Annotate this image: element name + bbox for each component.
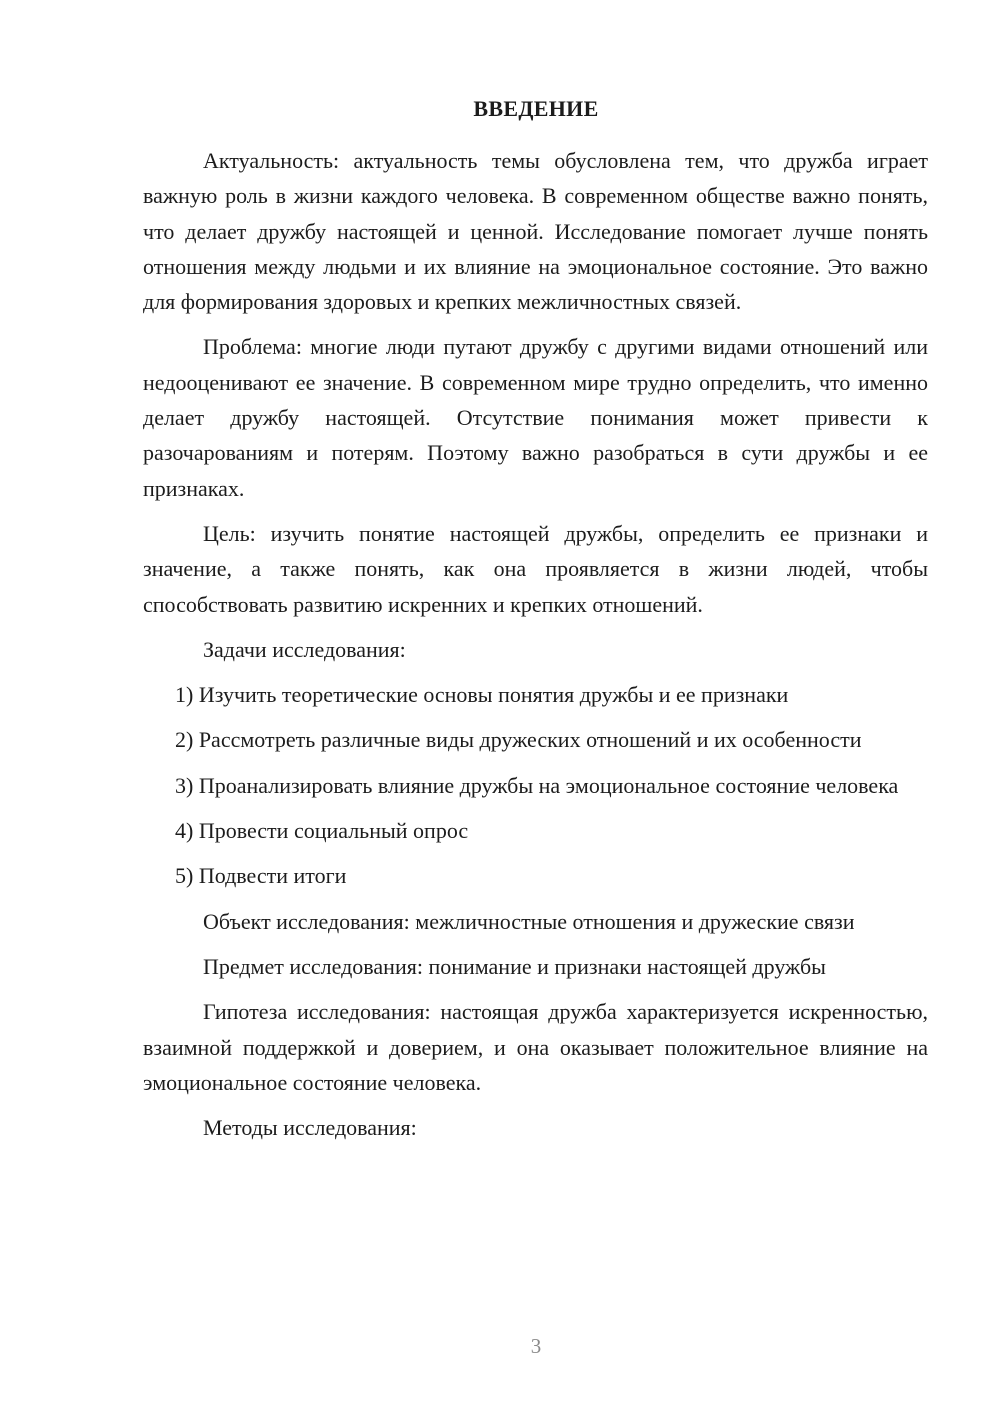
object-paragraph: Объект исследования: межличностные отношения и дружеские связи [203, 908, 855, 934]
task-item: 2) Рассмотреть различные виды дружеских отношений и их особенности [175, 727, 862, 753]
task-item: 1) Изучить теоретические основы понятия дружбы и ее признаки [175, 682, 789, 708]
tasks-heading: Задачи исследования: [203, 636, 406, 662]
subject-paragraph: Предмет исследования: понимание и признаки настоящей дружбы [203, 953, 826, 979]
problem-paragraph: Проблема: многие люди путают дружбу с другими видами отношений или недооценивают ее значение. В современном мире трудно определить, что именно делает дружбу настоящей. Отсутствие понимания может привести к разочарованиям и потерям. Поэтому важно разобраться в сути дружбы и ее признаках. [143, 334, 928, 501]
document-body [143, 143, 928, 1145]
hypothesis-paragraph: Гипотеза исследования: настоящая дружба характеризуется искренностью, взаимной поддержкой и доверием, и она оказывает положительное влияние на эмоциональное состояние человека. [143, 999, 928, 1095]
goal-paragraph: Цель: изучить понятие настоящей дружбы, определить ее признаки и значение, а также понять, как она проявляется в жизни людей, чтобы способствовать развитию искренних и крепких отношений. [143, 520, 928, 617]
relevance-paragraph: Актуальность: актуальность темы обусловлена тем, что дружба играет важную роль в жизни каждого человека. В современном обществе важно понять, что делает дружбу настоящей и ценной. Исследование помогает лучше понять отношения между людьми и их влияние на эмоциональное состояние. Это важно для формирования здоровых и крепких межличностных связей. [143, 148, 928, 315]
page-title: ВВЕДЕНИЕ [473, 96, 599, 121]
page-number: 3 [530, 1334, 542, 1358]
task-item: 4) Провести социальный опрос [175, 818, 469, 844]
methods-heading: Методы исследования: [203, 1115, 417, 1141]
task-item: 5) Подвести итоги [175, 863, 347, 889]
task-item: 3) Проанализировать влияние дружбы на эмоциональное состояние человека [175, 772, 899, 798]
